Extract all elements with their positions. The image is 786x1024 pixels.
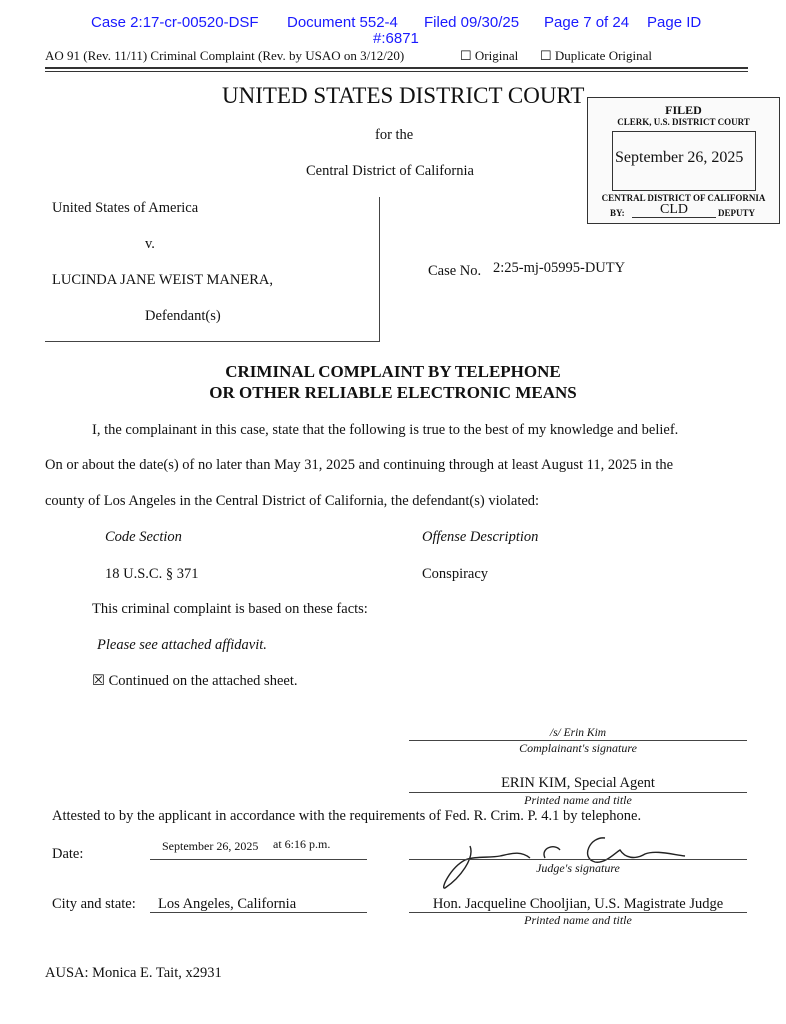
stamp-deputy: DEPUTY	[718, 208, 756, 218]
caption-rule	[45, 341, 380, 342]
title-line2: OR OTHER RELIABLE ELECTRONIC MEANS	[209, 383, 577, 402]
judge-name: Hon. Jacqueline Chooljian, U.S. Magistrate Judge	[432, 896, 724, 912]
stamp-initials: CLD	[632, 202, 716, 218]
defendant-label: Defendant(s)	[145, 308, 221, 324]
attestation: Attested to by the applicant in accordance with the requirements of Fed. R. Crim. P. 4.1 by telephone.	[52, 808, 642, 824]
case-no: 2:25-mj-05995-DUTY	[493, 260, 626, 276]
code-section-header: Code Section	[105, 529, 182, 545]
stamp-date: September 26, 2025	[615, 149, 744, 166]
duplicate-checkbox: ☐ Duplicate Original	[540, 48, 653, 63]
city-label: City and state:	[52, 896, 136, 912]
judge-printed-label: Printed name and title	[524, 913, 632, 927]
judge-signature-label: Judge's signature	[536, 861, 620, 875]
city-line	[150, 912, 367, 913]
original-checkbox: ☐ Original	[460, 48, 519, 63]
case-no-label: Case No.	[428, 263, 482, 279]
facts-see: Please see attached affidavit.	[97, 637, 267, 653]
ecf-page: Page 7 of 24	[544, 14, 630, 31]
offense-description: Conspiracy	[422, 566, 489, 582]
filed-stamp	[587, 97, 780, 224]
judge-signature-line	[409, 859, 747, 860]
form-number: AO 91 (Rev. 11/11) Criminal Complaint (Rev. by USAO on 3/12/20)	[45, 48, 405, 63]
date-value: September 26, 2025	[162, 839, 259, 853]
date-label: Date:	[52, 846, 84, 862]
complainant-label: Complainant's signature	[519, 741, 637, 755]
title-line1: CRIMINAL COMPLAINT BY TELEPHONE	[225, 362, 561, 381]
stamp-filed: FILED	[665, 103, 702, 117]
ecf-page-id: Page ID	[647, 14, 702, 31]
continued-checkbox: ☒ Continued on the attached sheet.	[92, 673, 298, 689]
plaintiff: United States of America	[52, 200, 199, 216]
stamp-clerk: CLERK, U.S. DISTRICT COURT	[617, 117, 750, 127]
complainant-name: ERIN KIM, Special Agent	[501, 775, 655, 791]
offense-description-header: Offense Description	[422, 529, 539, 545]
date-line	[150, 859, 367, 860]
ecf-filed: Filed 09/30/25	[424, 14, 520, 31]
header-rule	[45, 71, 748, 72]
versus: v.	[145, 236, 155, 252]
stamp-date-box	[612, 131, 756, 191]
ausa: AUSA: Monica E. Tait, x2931	[45, 965, 222, 981]
city-value: Los Angeles, California	[158, 896, 297, 912]
caption-divider	[379, 197, 380, 342]
body-p3: county of Los Angeles in the Central District of California, the defendant(s) violated:	[45, 493, 540, 509]
stamp-district: CENTRAL DISTRICT OF CALIFORNIA	[601, 193, 766, 203]
header-rule	[45, 67, 748, 69]
stamp-by: BY:	[610, 208, 625, 218]
facts-intro: This criminal complaint is based on these facts:	[92, 601, 368, 617]
court-title: UNITED STATES DISTRICT COURT	[222, 83, 585, 108]
ecf-case: Case 2:17-cr-00520-DSF	[91, 14, 259, 31]
printed-label: Printed name and title	[524, 793, 632, 807]
code-section: 18 U.S.C. § 371	[105, 566, 199, 582]
complainant-signature: /s/ Erin Kim	[549, 727, 607, 739]
body-p1: I, the complainant in this case, state that the following is true to the best of my knowledge and belief.	[92, 422, 679, 438]
court-district: Central District of California	[306, 163, 474, 179]
for-the: for the	[375, 127, 414, 143]
defendant: LUCINDA JANE WEIST MANERA,	[52, 272, 273, 288]
ecf-document: Document 552-4	[287, 14, 398, 31]
body-p2: On or about the date(s) of no later than May 31, 2025 and continuing through at least August 11, 2025 in the	[45, 457, 674, 473]
ecf-page-id-num: #:6871	[373, 30, 419, 47]
time-value: at 6:16 p.m.	[273, 837, 331, 851]
